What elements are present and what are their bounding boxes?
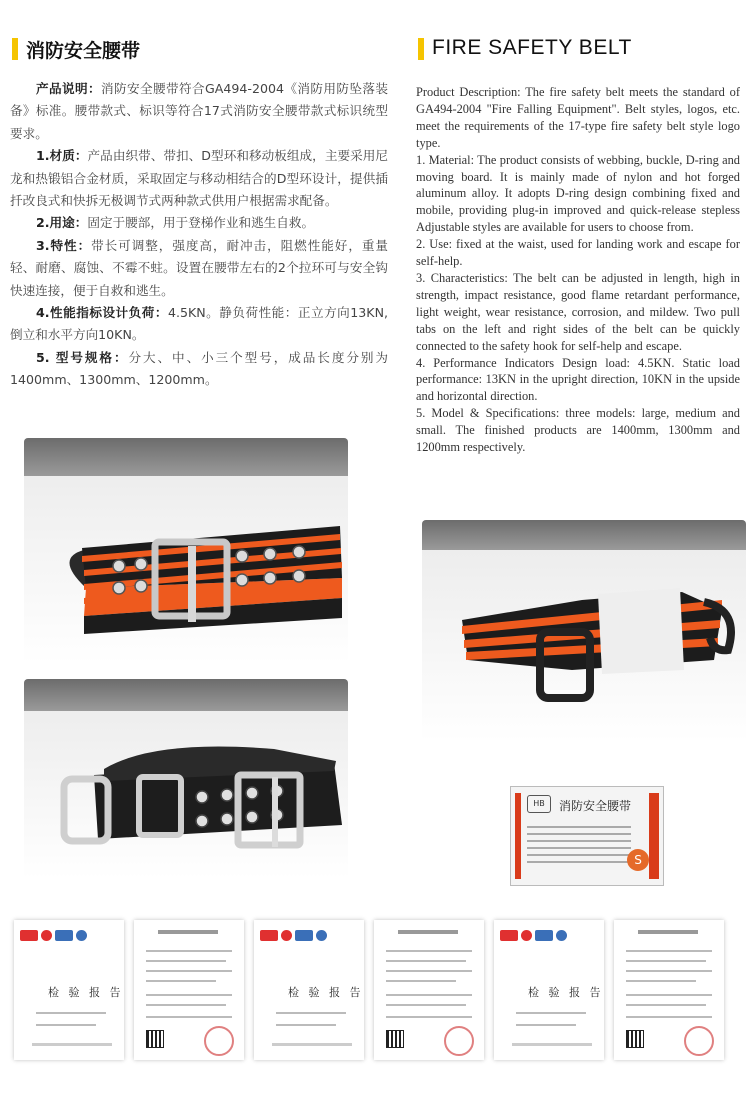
cert-logos — [500, 930, 567, 941]
product-label-tag — [510, 786, 664, 886]
report-title: 检 验 报 告 — [288, 986, 364, 999]
perf-label-cn: 4.性能指标设计负荷： — [36, 305, 168, 321]
belt-photo-right — [422, 520, 746, 742]
material-label-cn: 1.材质： — [36, 148, 88, 164]
right-belt-image — [422, 520, 746, 742]
cert-logos — [20, 930, 87, 941]
certificate-2 — [374, 920, 484, 1060]
page-title-en: FIRE SAFETY BELT — [432, 36, 632, 59]
test-report-1 — [14, 920, 124, 1060]
black-belt-image — [24, 679, 348, 879]
perf-text-cn: 4.5KN。静负荷性能：正立方向13KN,倒立和水平方向10KN。 — [10, 305, 388, 343]
intro-text-en: Product Description: The fire safety belt meets the standard of GA494-2004 "Fire Falling Equipment". Belt styles, logos, etc. meet the requirements of the 17-type fire safety belt style logo type. — [416, 85, 740, 150]
s-seal-icon: S — [627, 849, 649, 871]
cert-stamp — [204, 1026, 234, 1056]
hb-logo: HB — [527, 795, 551, 813]
feature-text-cn: 带长可调整，强度高，耐冲击，阻燃性能好，重量轻、耐磨、腐蚀、不霉不蛀。设置在腰带左右的2个拉环可与安全钩快速连接，便于自救和逃生。 — [10, 237, 388, 298]
qr-code — [146, 1030, 164, 1048]
model-text-en: 5. Model & Specifications: three models: large, medium and small. The finished products are 1400mm, 1300mm and 1200mm respectively. — [416, 406, 740, 455]
label-red-border — [515, 793, 521, 879]
certificate-3 — [614, 920, 724, 1060]
cert-logos — [260, 930, 327, 941]
cert-header — [158, 930, 218, 934]
striped-belt-image — [24, 438, 348, 664]
model-label-cn: 5. 型号规格： — [36, 349, 129, 365]
intro-label-cn: 产品说明： — [36, 81, 101, 96]
title-accent-en — [418, 38, 424, 60]
intro-text-cn: 消防安全腰带符合GA494-2004《消防用防坠落装备》标准。腰带款式、标识等符合17式消防安全腰带款式标识统型要求。 — [10, 81, 388, 141]
use-label-cn: 2.用途： — [36, 215, 88, 231]
belt-photo-black — [24, 679, 348, 879]
belt-photo-striped — [24, 438, 348, 664]
label-text-lines — [527, 821, 631, 868]
description-en — [416, 84, 740, 456]
cert-stamp — [684, 1026, 714, 1056]
title-accent-cn — [12, 38, 18, 60]
model-text-cn: 分大、中、小三个型号，成品长度分别为1400mm、1300mm、1200mm。 — [10, 349, 388, 388]
report-footer — [512, 1043, 592, 1046]
material-text-cn: 产品由织带、带扣、D型环和移动板组成，主要采用尼龙和热锻铝合金材质，采取固定与移动相结合的D型环设计，提供插扦改良式和快拆无极调节式两种款式供用户根据需求配备。 — [10, 148, 388, 209]
label-red-border-right — [649, 793, 659, 879]
use-text-en: 2. Use: fixed at the waist, used for landing work and escape for self-help. — [416, 237, 740, 269]
description-cn — [10, 78, 388, 392]
qr-code — [386, 1030, 404, 1048]
report-footer — [32, 1043, 112, 1046]
use-text-cn: 固定于腰部，用于登梯作业和逃生自救。 — [87, 215, 315, 231]
report-title: 检 验 报 告 — [528, 986, 604, 999]
test-report-2 — [254, 920, 364, 1060]
report-footer — [272, 1043, 352, 1046]
perf-text-en: 4. Performance Indicators Design load: 4.5KN. Static load performance: 13KN in the upright direction, 10KN in the upside and horizontal direction. — [416, 355, 740, 404]
feature-label-cn: 3.特性： — [36, 237, 92, 253]
label-title: 消防安全腰带 — [559, 799, 632, 813]
report-title: 检 验 报 告 — [48, 986, 124, 999]
material-text-en: 1. Material: The product consists of webbing, buckle, D-ring and moving board. It is mainly made of nylon and hot forged aluminum alloy. It adopts D-ring design combining fixed and mobile, providing plug-in improved and quick-release stepless Adjustable styles are available for users to choose from. — [416, 152, 740, 235]
cert-stamp — [444, 1026, 474, 1056]
certificate-1 — [134, 920, 244, 1060]
qr-code — [626, 1030, 644, 1048]
test-report-3 — [494, 920, 604, 1060]
cert-header — [638, 930, 698, 934]
feature-text-en: 3. Characteristics: The belt can be adjusted in length, high in strength, impact resistance, good flame retardant performance, light weight, wear resistance, corrosion, and mildew. Two pull tabs on the left and right sides of the belt can be quickly connected to the safety hook for self-help and escape. — [416, 270, 740, 353]
cert-header — [398, 930, 458, 934]
page-title-cn: 消防安全腰带 — [26, 40, 141, 62]
